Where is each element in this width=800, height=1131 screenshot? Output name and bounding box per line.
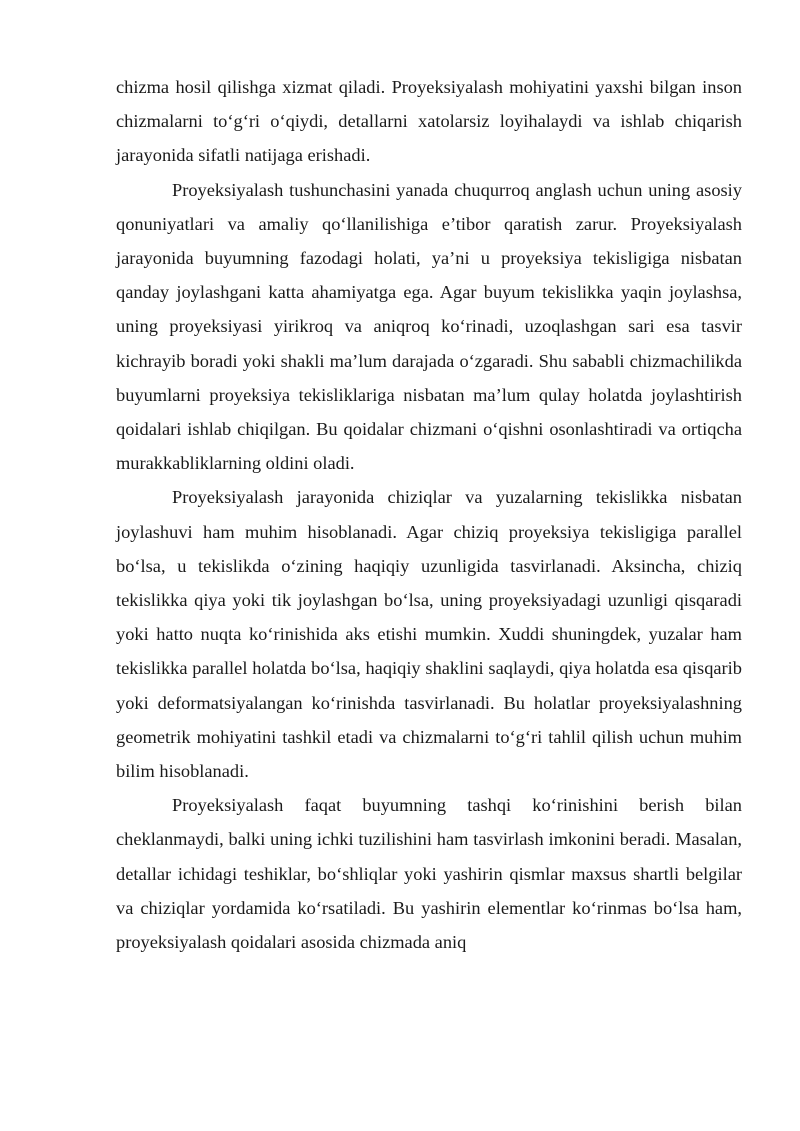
document-page	[116, 70, 742, 959]
paragraph-internal-structure: Proyeksiyalash faqat buyumning tashqi ko‘rinishini berish bilan cheklanmaydi, balki uning ichki tuzilishini ham tasvirlash imkonini beradi. Masalan, detallar ichidagi teshiklar, bo‘shliqlar yoki yashirin qismlar maxsus shartli belgilar va chiziqlar yordamida ko‘rsatiladi. Bu yashirin elementlar ko‘rinmas bo‘lsa ham, proyeksiyalash qoidalari asosida chizmada aniq	[116, 795, 742, 953]
paragraph-lines-and-surfaces: Proyeksiyalash jarayonida chiziqlar va yuzalarning tekislikka nisbatan joylashuvi ham muhim hisoblanadi. Agar chiziq proyeksiya tekisligiga parallel bo‘lsa, u tekislikda o‘zining haqiqiy uzunligida tasvirlanadi. Aksincha, chiziq tekislikka qiya yoki tik joylashgan bo‘lsa, uning proyeksiyadagi uzunligi qisqaradi yoki hatto nuqta ko‘rinishida aks etishi mumkin. Xuddi shuningdek, yuzalar ham tekislikka parallel holatda bo‘lsa, haqiqiy shaklini saqlaydi, qiya holatda esa qisqarib yoki deformatsiyalangan ko‘rinishda tasvirlanadi. Bu holatlar proyeksiyalashning geometrik mohiyatini tashkil etadi va chizmalarni to‘g‘ri tahlil qilish uchun muhim bilim hisoblanadi.	[116, 487, 742, 782]
paragraph-continuation: chizma hosil qilishga xizmat qiladi. Proyeksiyalash mohiyatini yaxshi bilgan inson chizmalarni to‘g‘ri o‘qiydi, detallarni xatolarsiz loyihalaydi va ishlab chiqarish jarayonida sifatli natijaga erishadi.	[116, 77, 742, 166]
paragraph-projection-laws: Proyeksiyalash tushunchasini yanada chuqurroq anglash uchun uning asosiy qonuniyatlari va amaliy qo‘llanilishiga e’tibor qaratish zarur. Proyeksiyalash jarayonida buyumning fazodagi holati, ya’ni u proyeksiya tekisligiga nisbatan qanday joylashgani katta ahamiyatga ega. Agar buyum tekislikka yaqin joylashsa, uning proyeksiyasi yirikroq va aniqroq ko‘rinadi, uzoqlashgan sari esa tasvir kichrayib boradi yoki shakli ma’lum darajada o‘zgaradi. Shu sababli chizmachilikda buyumlarni proyeksiya tekisliklariga nisbatan ma’lum qulay holatda joylashtirish qoidalari ishlab chiqilgan. Bu qoidalar chizmani o‘qishni osonlashtiradi va ortiqcha murakkabliklarning oldini oladi.	[116, 179, 742, 474]
